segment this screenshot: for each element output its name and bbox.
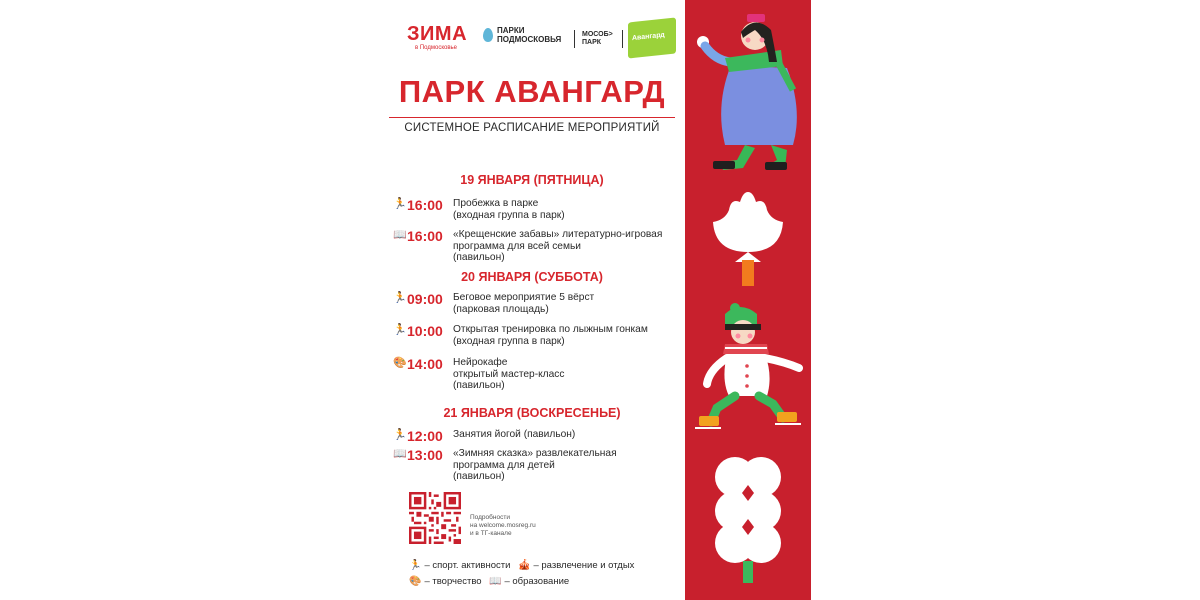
zima-logo [407, 24, 467, 52]
event-desc-line: (входная группа в парк) [453, 209, 565, 221]
logo-divider [622, 30, 623, 48]
details-line: и в ТГ-канале [470, 530, 512, 537]
parki-logo [483, 26, 561, 44]
mosobl-logo-line1: МОСОБ> [582, 31, 613, 38]
page-subtitle: СИСТЕМНОЕ РАСПИСАНИЕ МЕРОПРИЯТИЙ [404, 122, 660, 134]
event-desc-line: Нейрокафе [453, 357, 508, 368]
zima-logo-subtitle: в Подмосковье [415, 45, 458, 51]
event-time: 10:00 [407, 323, 443, 339]
education-icon: 📖 [489, 576, 502, 587]
event-desc-line: (павильон) [453, 252, 505, 263]
day-heading: 19 ЯНВАРЯ (ПЯТНИЦА) [460, 173, 604, 187]
event-time: 13:00 [407, 447, 443, 463]
event-item [393, 292, 683, 315]
education-icon: 📖 [393, 448, 407, 460]
zima-logo-title: ЗИМА [407, 23, 468, 45]
event-desc-line: Пробежка в парке [453, 198, 539, 209]
event-time: 14:00 [407, 356, 443, 372]
snowball-tree-illustration [685, 455, 811, 595]
event-desc-line: (парковая площадь) [453, 303, 549, 315]
mosobl-logo [582, 31, 613, 47]
event-item [393, 324, 683, 347]
park-logo-text: Авангард [632, 31, 665, 43]
legend-sport [409, 560, 510, 571]
event-desc-line: (павильон) [453, 471, 505, 482]
mosobl-logo-line2: ПАРК [582, 39, 602, 46]
logo-divider [574, 30, 575, 48]
event-desc-line: (павильон) [453, 380, 505, 391]
decorative-strip [685, 0, 811, 600]
event-time: 12:00 [407, 428, 443, 444]
day-heading: 21 ЯНВАРЯ (ВОСКРЕСЕНЬЕ) [443, 406, 621, 420]
legend-label: – развлечение и отдых [533, 560, 635, 571]
event-desc-line: открытый мастер-класс [453, 368, 565, 380]
girl-illustration [685, 10, 811, 175]
education-icon: 📖 [393, 229, 407, 241]
sport-icon: 🏃 [393, 292, 407, 304]
legend-education [489, 576, 569, 587]
legend-label: – спорт. активности [424, 560, 511, 571]
creativity-icon: 🎨 [409, 576, 422, 587]
sport-icon: 🏃 [409, 560, 422, 571]
event-desc-line: Открытая тренировка по лыжным гонкам [453, 324, 648, 335]
legend-label: – образование [504, 576, 570, 587]
event-desc-line: (входная группа в парк) [453, 335, 565, 347]
event-time: 09:00 [407, 291, 443, 307]
creativity-icon: 🎨 [393, 357, 407, 369]
event-desc-line: программа для всей семьи [453, 240, 581, 252]
details-line: на welcome.mosreg.ru [470, 522, 536, 529]
day-heading: 20 ЯНВАРЯ (СУББОТА) [461, 270, 603, 284]
legend-creativity [409, 576, 482, 587]
event-desc-line: «Крещенские забавы» литературно-игровая [453, 229, 663, 240]
details-line: Подробности [470, 514, 510, 521]
details-text [470, 514, 536, 538]
event-desc-line: Занятия йогой (павильон) [453, 429, 576, 440]
parki-logo-line1: ПАРКИ [497, 26, 525, 35]
page-title: ПАРК АВАНГАРД [398, 74, 666, 109]
event-item [393, 357, 683, 392]
event-item [393, 229, 683, 264]
sport-icon: 🏃 [393, 198, 407, 210]
entertainment-icon: 🎪 [518, 560, 531, 571]
parki-logo-line2: ПОДМОСКОВЬЯ [497, 35, 562, 44]
event-item [393, 448, 683, 483]
tree-illustration [685, 180, 811, 290]
legend-label: – творчество [424, 576, 482, 587]
event-time: 16:00 [407, 197, 443, 213]
event-time: 16:00 [407, 228, 443, 244]
skater-illustration [685, 300, 811, 440]
sport-icon: 🏃 [393, 324, 407, 336]
event-desc-line: Беговое мероприятие 5 вёрст [453, 292, 595, 303]
title-divider [389, 117, 675, 118]
event-desc-line: программа для детей [453, 459, 555, 471]
event-desc-line: «Зимняя сказка» развлекательная [453, 448, 617, 459]
park-logo [628, 17, 676, 58]
qr-code[interactable] [409, 492, 461, 544]
legend-entertainment [518, 560, 634, 571]
event-item [393, 198, 683, 221]
sport-icon: 🏃 [393, 429, 407, 441]
event-item [393, 429, 683, 443]
drop-icon [483, 28, 493, 42]
